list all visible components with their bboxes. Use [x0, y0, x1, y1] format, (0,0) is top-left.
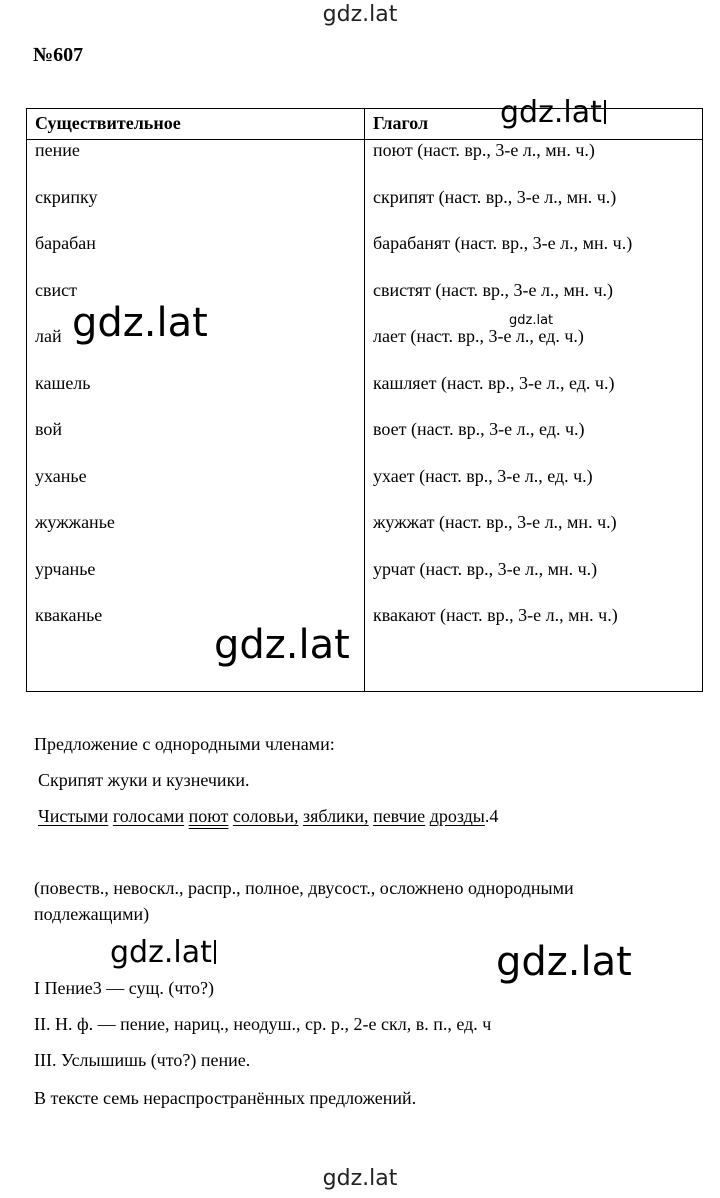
- verb-cell: квакают (наст. вр., 3-е л., мн. ч.): [365, 605, 703, 652]
- analysis-line-2: подлежащими): [34, 904, 150, 924]
- word-attribute: певчие: [373, 806, 426, 826]
- noun-cell: вой: [27, 419, 365, 466]
- table-header-verb: Глагол: [365, 109, 703, 140]
- verb-cell: скрипят (наст. вр., 3-е л., мн. ч.): [365, 187, 703, 234]
- table-row: [27, 233, 703, 280]
- watermark-table-tiny: gdz.lat: [509, 313, 554, 328]
- verb-cell: ухает (наст. вр., 3-е л., ед. ч.): [365, 466, 703, 513]
- verb-cell: поют (наст. вр., 3-е л., мн. ч.): [365, 140, 703, 187]
- noun-cell: скрипку: [27, 187, 365, 234]
- watermark-lower-right: gdz.lat: [496, 939, 632, 985]
- verb-cell: урчат (наст. вр., 3-е л., мн. ч.): [365, 559, 703, 606]
- conclusion: В тексте семь нераспространённых предложений.: [34, 1088, 417, 1108]
- table-row: [27, 140, 703, 187]
- word-subject-2: зяблики,: [302, 806, 369, 826]
- verb-cell: воет (наст. вр., 3-е л., ед. ч.): [365, 419, 703, 466]
- homogeneous-heading: Предложение с однородными членами:: [34, 734, 335, 754]
- watermark-lower-left: gdz.lat: [110, 938, 216, 968]
- watermark-bottom: gdz.lat: [322, 1166, 398, 1191]
- verb-cell: кашляет (наст. вр., 3-е л., ед. ч.): [365, 373, 703, 420]
- verb-cell: лает (наст. вр., 3-е л., ед. ч.): [365, 326, 703, 373]
- word-subject-1: соловьи,: [232, 806, 299, 826]
- watermark-top: gdz.lat: [322, 2, 398, 27]
- noun-cell: жужжанье: [27, 512, 365, 559]
- noun-cell: свист: [27, 280, 365, 327]
- table-row: [27, 419, 703, 466]
- noun-cell: пение: [27, 140, 365, 187]
- watermark-table-left: gdz.lat: [72, 300, 208, 346]
- table-row: [27, 373, 703, 420]
- sentence-end: .4: [484, 806, 499, 826]
- watermark-table-header: gdz.lat: [500, 98, 606, 128]
- sentence-2: [38, 806, 498, 827]
- table-row: [27, 512, 703, 559]
- noun-cell: кваканье: [27, 605, 365, 652]
- morph-item-3: III. Услышишь (что?) пение.: [34, 1050, 251, 1070]
- noun-cell: барабан: [27, 233, 365, 280]
- table-row: [27, 187, 703, 234]
- morph-item-2: II. Н. ф. — пение, нариц., неодуш., ср. р., 2-е скл, в. п., ед. ч: [34, 1014, 492, 1034]
- verb-cell: жужжат (наст. вр., 3-е л., мн. ч.): [365, 512, 703, 559]
- word-subject-3: дрозды: [429, 806, 485, 826]
- verb-cell: свистят (наст. вр., 3-е л., мн. ч.): [365, 280, 703, 327]
- noun-cell: лай: [27, 326, 365, 373]
- morph-item-1: I Пение3 — сущ. (что?): [34, 978, 215, 998]
- analysis-line-1: (повеств., невоскл., распр., полное, двусост., осложнено однородными: [34, 878, 574, 898]
- watermark-table-bottom: gdz.lat: [208, 625, 356, 665]
- table-empty-row: [27, 652, 703, 692]
- table-header-noun: Существительное: [27, 109, 365, 140]
- noun-cell: уханье: [27, 466, 365, 513]
- noun-cell: урчанье: [27, 559, 365, 606]
- word-adjective: Чистыми: [38, 806, 109, 826]
- verb-cell: барабанят (наст. вр., 3-е л., мн. ч.): [365, 233, 703, 280]
- exercise-number: №607: [33, 44, 84, 66]
- word-object: голосами: [112, 806, 185, 826]
- noun-cell: кашель: [27, 373, 365, 420]
- word-predicate: поют: [188, 806, 229, 826]
- sentence-1: Скрипят жуки и кузнечики.: [38, 770, 250, 790]
- word-table: [26, 108, 703, 692]
- table-row: [27, 466, 703, 513]
- table-row: [27, 559, 703, 606]
- table-row: [27, 605, 703, 652]
